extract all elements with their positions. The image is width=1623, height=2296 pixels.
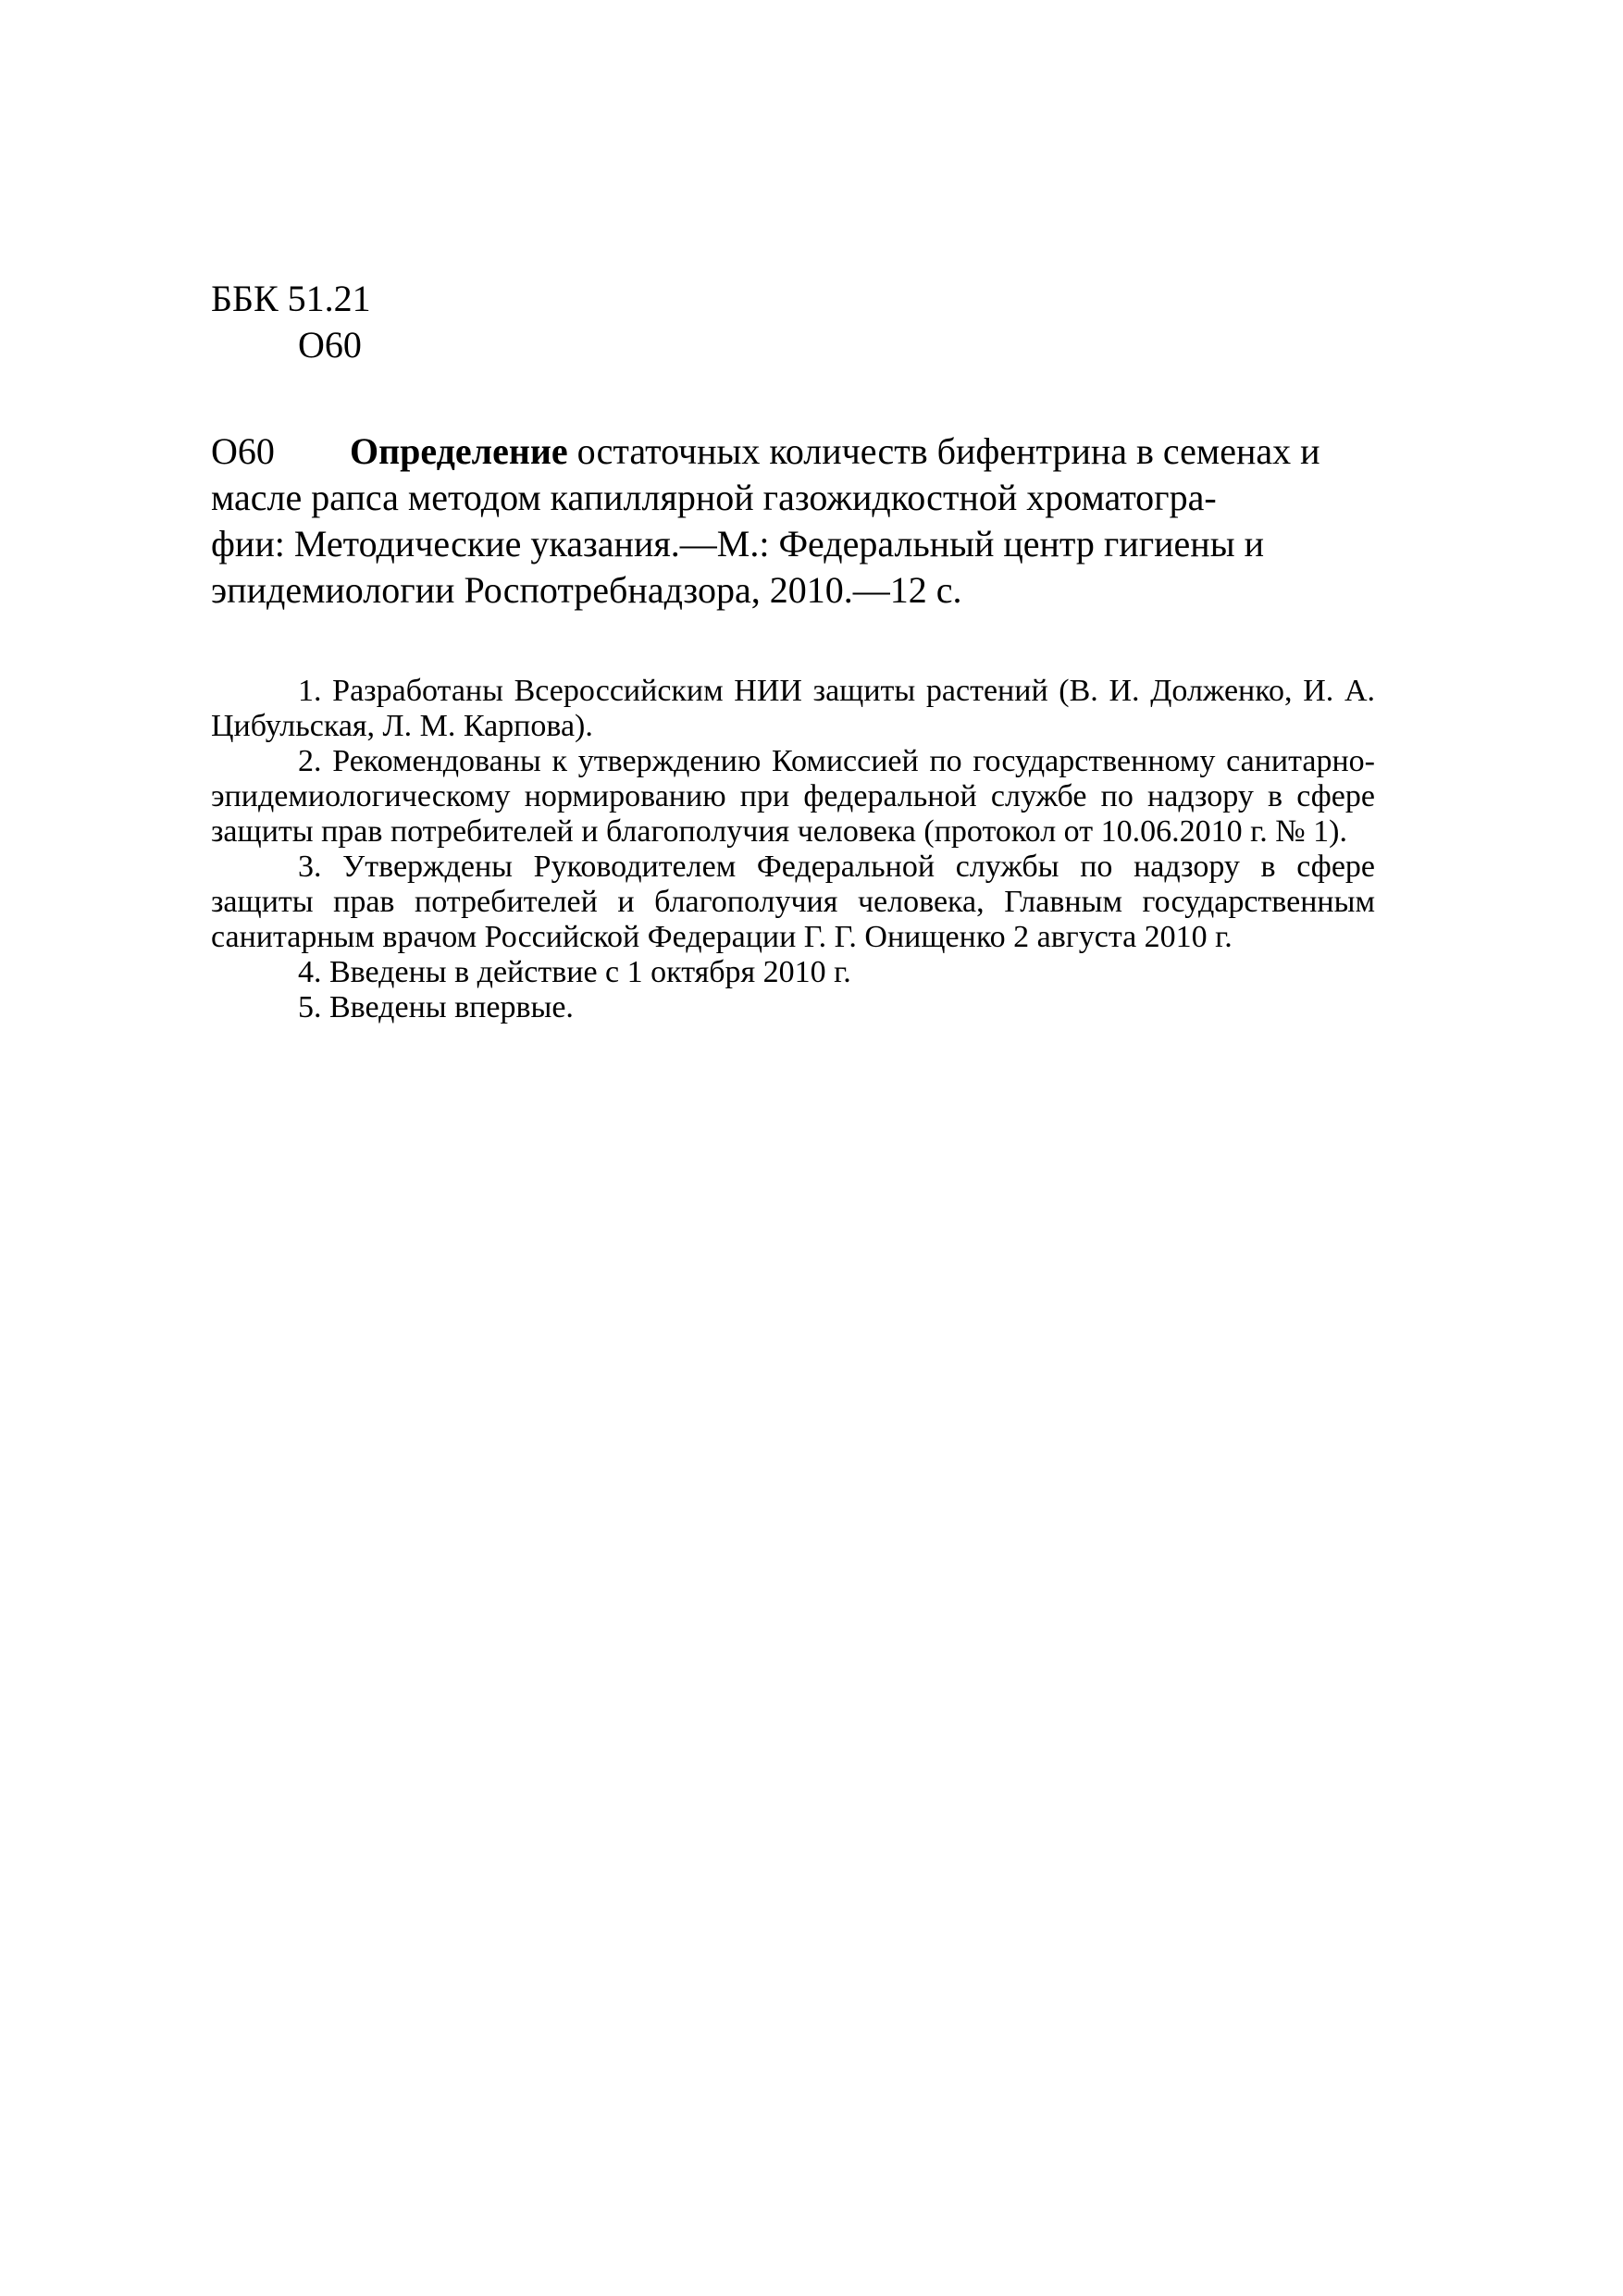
- publication-notes: [211, 674, 1375, 1025]
- bbk-label: ББК 51.21: [211, 278, 371, 319]
- note-item: 2. Рекомендованы к утверждению Комиссией по государственному санитарно-эпидемиологическому нормированию при федеральной службе по надзору в сфере защиты прав потребителей и благополучия человека (протокол от 10.06.2010 г. № 1).: [211, 744, 1375, 849]
- note-item: 3. Утверждены Руководителем Федеральной службы по надзору в сфере защиты прав потребителей и благополучия человека, Главным государственным санитарным врачом Российской Федерации Г. Г. Онищенко 2 августа 2010 г.: [211, 850, 1375, 954]
- catalog-entry: [211, 428, 1375, 614]
- note-item: 1. Разработаны Всероссийским НИИ защиты растений (В. И. Долженко, И. А. Цибульская, Л. М. Карпова).: [211, 674, 1375, 743]
- note-item: 4. Введены в действие с 1 октября 2010 г.: [298, 955, 851, 989]
- catalog-index: О60: [211, 430, 275, 472]
- catalog-line-2: масле рапса методом капиллярной газожидкостной хроматогра-: [211, 477, 1217, 518]
- catalog-line-1: [350, 430, 1320, 472]
- catalog-line-4: эпидемиологии Роспотребнадзора, 2010.—12 с.: [211, 569, 962, 611]
- bbk-classification: [211, 276, 371, 368]
- notes-list: [211, 674, 1375, 1025]
- catalog-line-1-rest: остаточных количеств бифентрина в семенах и: [567, 430, 1320, 472]
- note-item: 5. Введены впервые.: [298, 990, 574, 1024]
- catalog-line-3: фии: Методические указания.—М.: Федеральный центр гигиены и: [211, 523, 1264, 565]
- catalog-title-bold: Определение: [350, 430, 568, 472]
- author-mark: О60: [298, 324, 362, 366]
- bibliographic-description: [211, 428, 1375, 614]
